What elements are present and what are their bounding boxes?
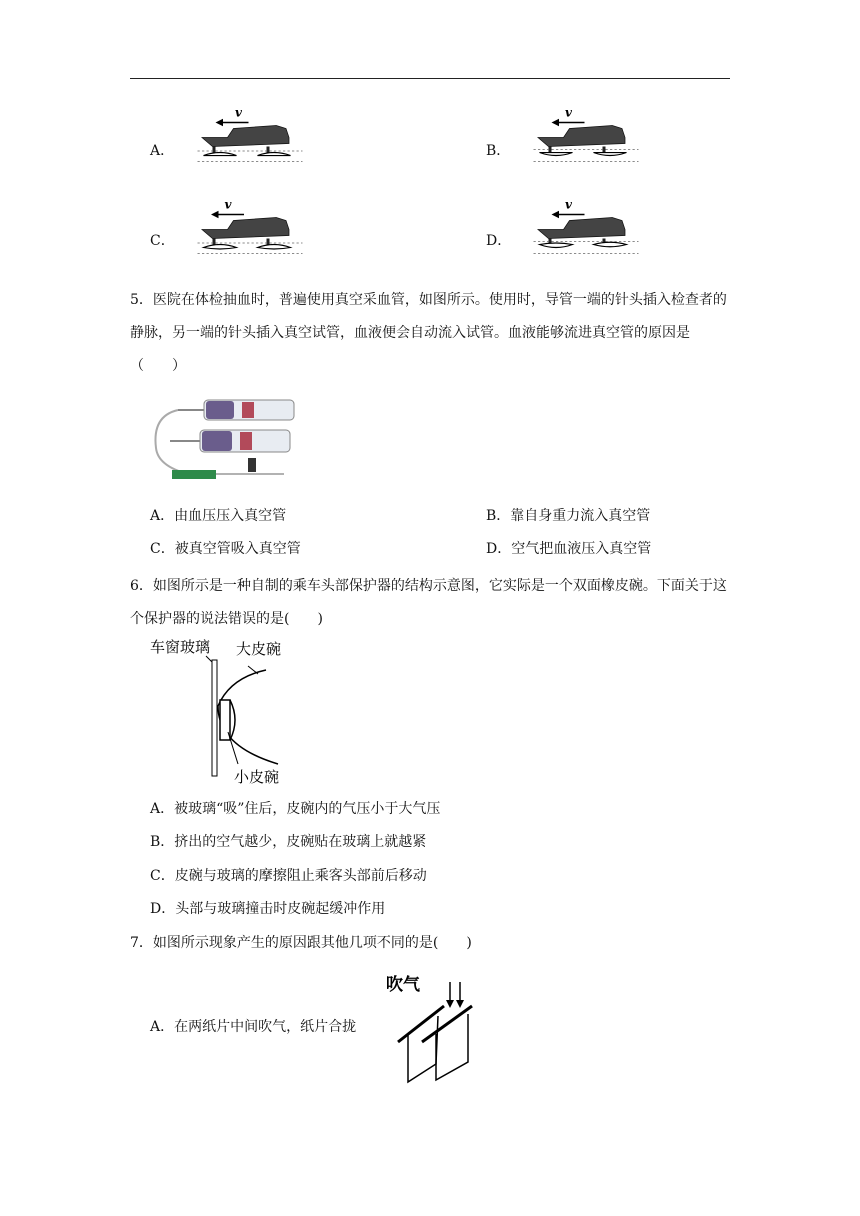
speed-symbol: v [565,198,572,212]
q6-option-c: C．皮碗与玻璃的摩擦阻止乘客头部前后移动 [150,868,427,884]
boat-a-figure [180,106,320,166]
question-7-stem: 7．如图所示现象产生的原因跟其他几项不同的是( ) [130,935,472,951]
q5-option-c: C．被真空管吸入真空管 [150,541,301,557]
q5-option-b: B．靠自身重力流入真空管 [486,508,651,524]
speed-symbol: v [224,198,232,212]
q5-option-d: D．空气把血液压入真空管 [486,541,652,557]
q5-option-a: A．由血压压入真空管 [150,508,287,524]
speed-symbol: v [235,106,242,120]
big-cup-label: 大皮碗 [236,640,282,658]
vacuum-blood-tube-figure [148,396,298,488]
option-a-label: A． [150,143,175,159]
option-c-label: C． [150,233,175,249]
boat-c-figure [180,198,320,258]
q6-option-d: D．头部与玻璃撞击时皮碗起缓冲作用 [150,901,386,917]
option-b-label: B． [486,143,511,159]
boat-d-figure [516,198,656,258]
small-cup-label: 小皮碗 [234,768,280,786]
q7-option-a: A．在两纸片中间吹气，纸片合拢 [150,1019,357,1035]
head-protector-figure [148,636,298,788]
blow-label: 吹气 [386,975,420,995]
q6-option-b: B．挤出的空气越少，皮碗贴在玻璃上就越紧 [150,834,427,850]
boat-b-figure [516,106,656,166]
speed-symbol: v [565,106,572,120]
question-5-stem: 5．医院在体检抽血时，普遍使用真空采血管，如图所示。使用时，导管一端的针头插入检查者的静脉，另一端的针头插入真空试管，血液便会自动流入试管。血液能够流进真空管的原因是（ ） [130,292,727,374]
blow-paper-figure [378,968,482,1088]
glass-label: 车窗玻璃 [150,638,211,656]
question-6-stem: 6．如图所示是一种自制的乘车头部保护器的结构示意图，它实际是一个双面橡皮碗。下面关于这个保护器的说法错误的是( ) [130,578,727,627]
header-rule [130,78,730,79]
option-d-label: D． [486,233,512,249]
q6-option-a: A．被玻璃“吸”住后，皮碗内的气压小于大气压 [150,801,441,817]
